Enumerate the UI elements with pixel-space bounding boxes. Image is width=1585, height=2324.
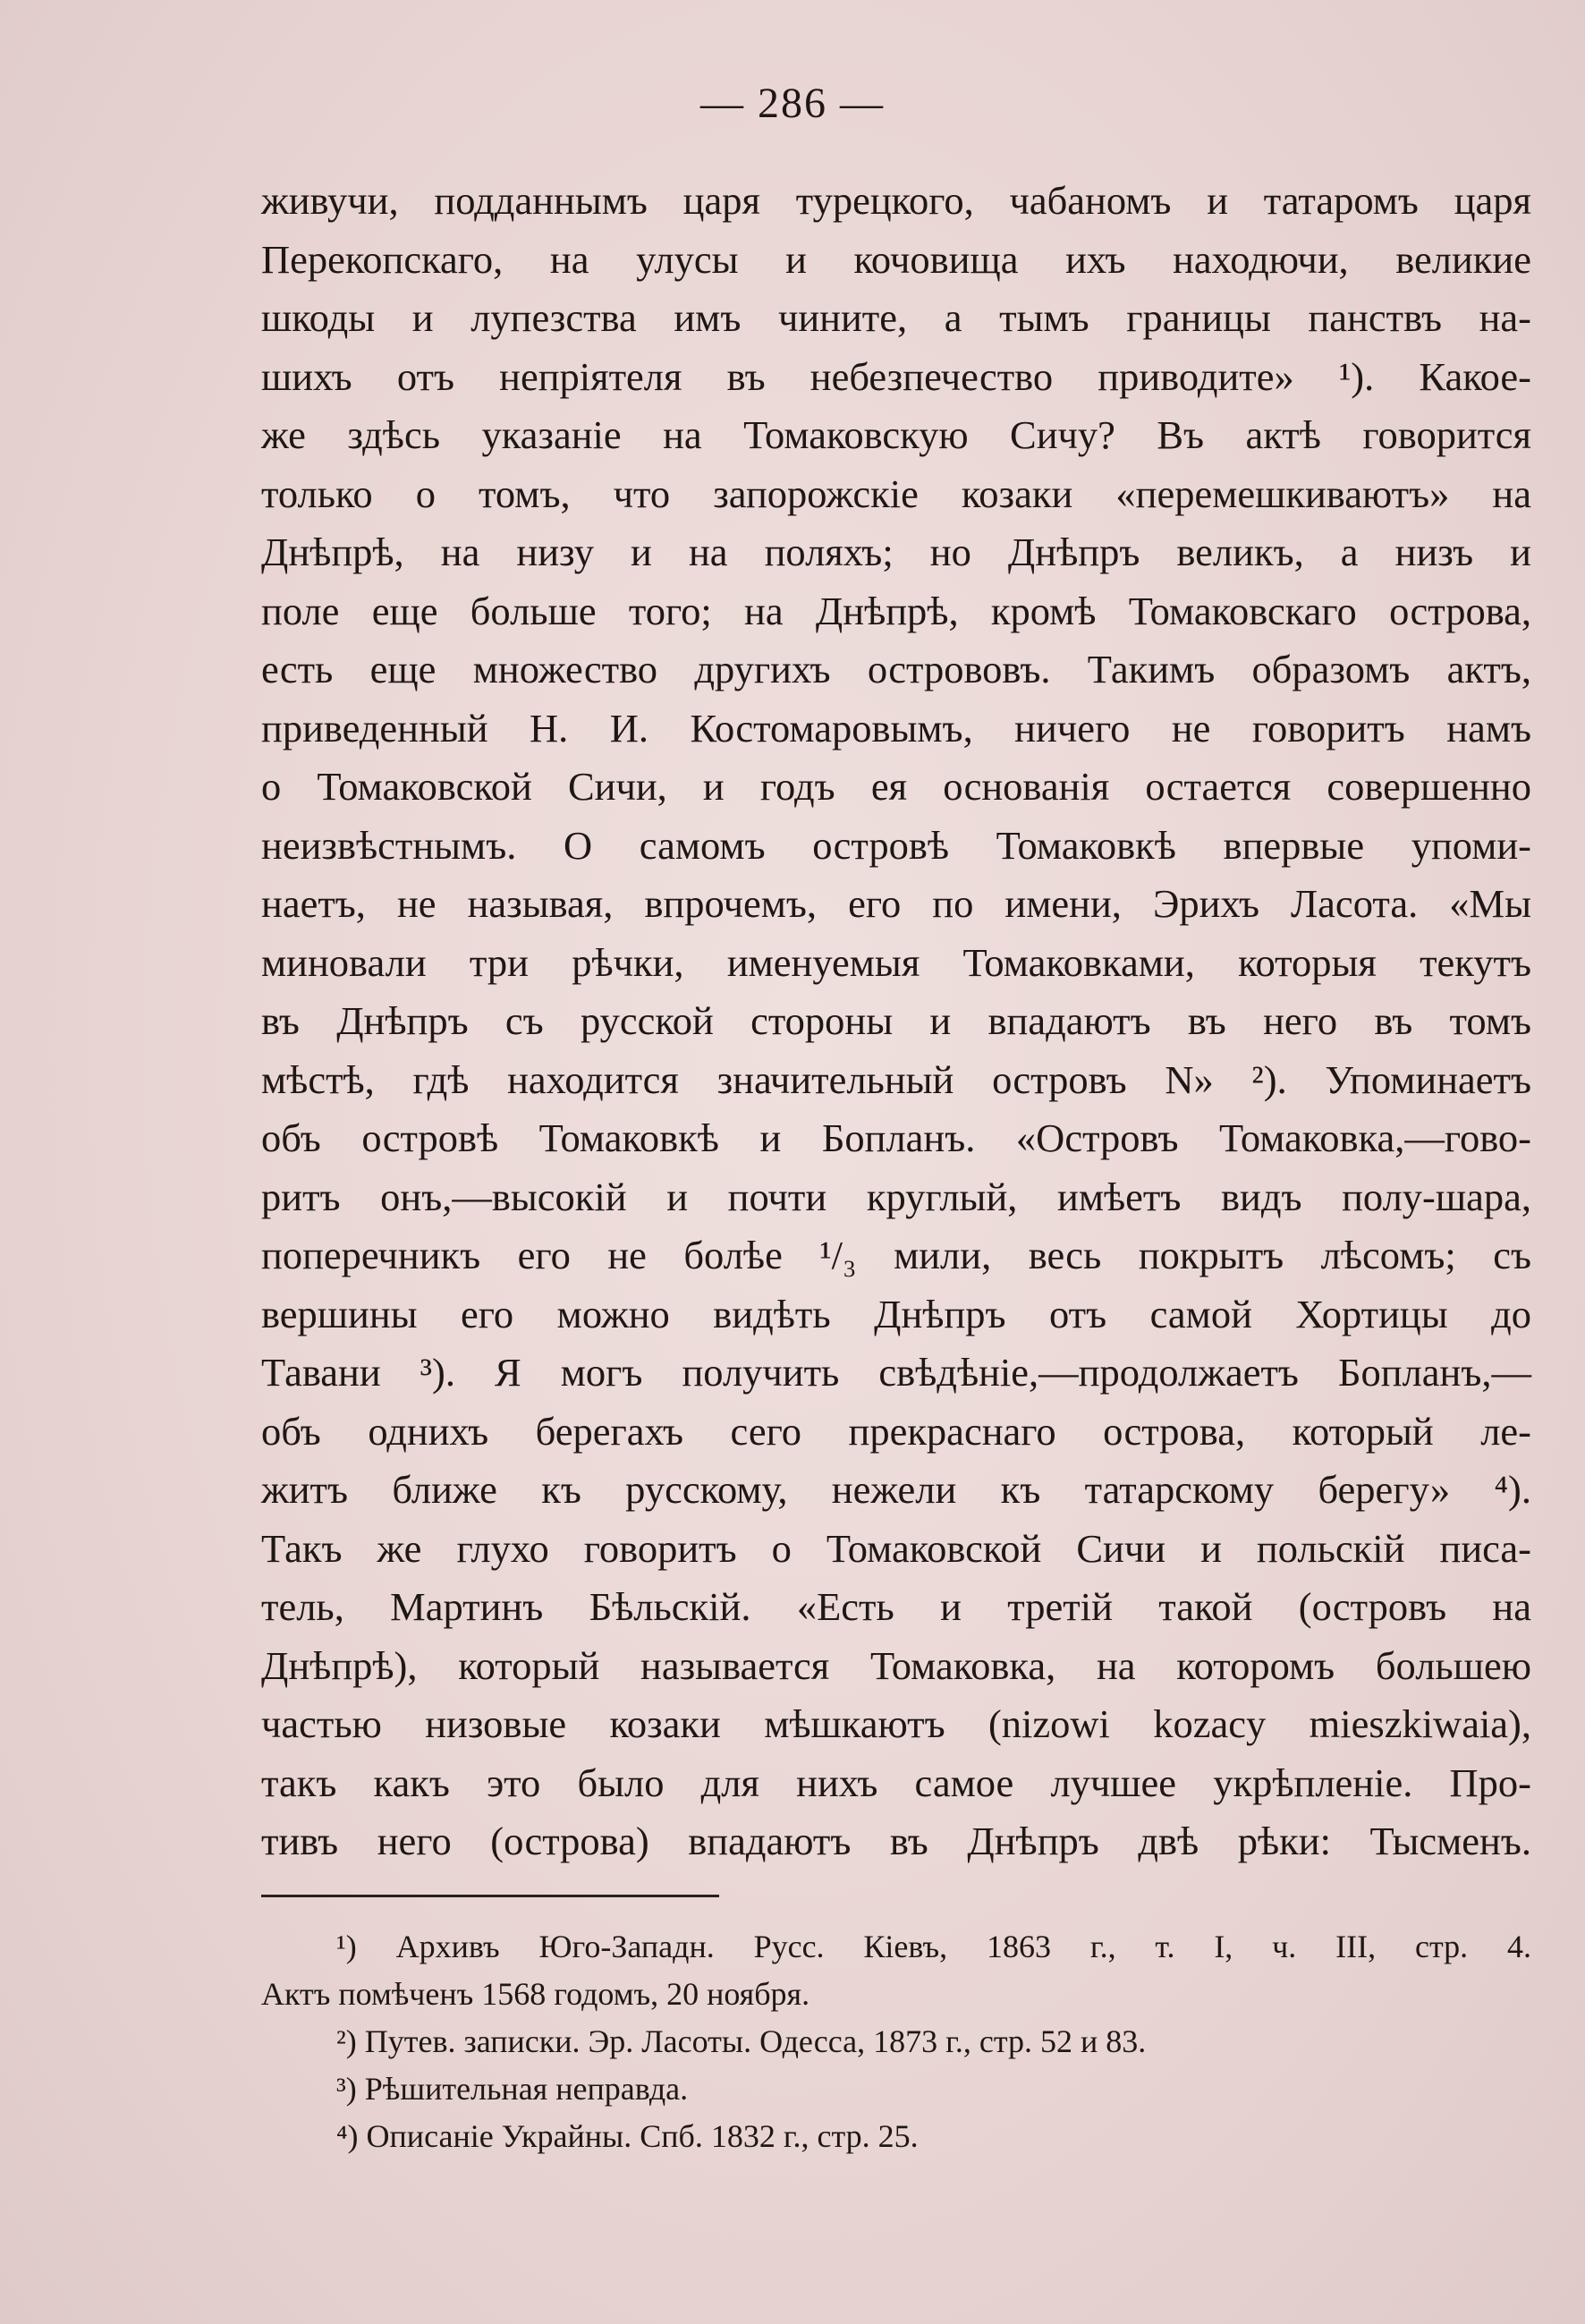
text-line: Днѣпрѣ, на низу и на поляхъ; но Днѣпръ великъ, а низъ и: [261, 530, 1531, 574]
text-line: Днѣпрѣ), который называется Томаковка, на которомъ большею: [261, 1642, 1531, 1688]
footnote-3: ³) Рѣшительная неправда.: [336, 2071, 689, 2107]
text-line: живучи, подданнымъ царя турецкого, чабаномъ и татаромъ царя: [261, 178, 1531, 223]
text-line: шкоды и лупезства имъ чините, а тымъ границы панствъ на-: [261, 295, 1531, 340]
text-line: о Томаковской Сичи, и годъ ея основанія остается совершенно: [261, 764, 1531, 809]
text-line: объ однихъ берегахъ сего прекраснаго острова, который ле-: [261, 1408, 1531, 1454]
body-text: [261, 172, 1531, 1871]
text-line: неизвѣстнымъ. О самомъ островѣ Томаковкѣ впервые упоми-: [261, 822, 1531, 868]
text-line: частью низовые козаки мѣшкаютъ (nizowi kozacy mieszkiwaia),: [261, 1701, 1531, 1746]
text-line: объ островѣ Томаковкѣ и Бопланъ. «Островъ Томаковка,—гово-: [261, 1115, 1531, 1160]
text-line: миновали три рѣчки, именуемыя Томаковками, которыя текутъ: [261, 939, 1531, 985]
footnote-1: ¹) Архивъ Юго-Западн. Русс. Кіевъ, 1863 г., т. І, ч. ІІІ, стр. 4.: [336, 1929, 1531, 1964]
text-line: же здѣсь указаніе на Томаковскую Сичу? Въ актѣ говорится: [261, 412, 1531, 457]
footnote-4: ⁴) Описаніе Украйны. Спб. 1832 г., стр. 25.: [336, 2118, 919, 2154]
text-line: тель, Мартинъ Бѣльскій. «Есть и третій такой (островъ на: [261, 1584, 1531, 1629]
page-number: — 286 —: [700, 80, 885, 127]
text-line: такъ какъ это было для нихъ самое лучшее укрѣпленіе. Про-: [261, 1760, 1531, 1805]
footnote-divider: [261, 1895, 719, 1897]
text-line: шихъ отъ непріятеля въ небезпечество приводите» ¹). Какое-: [261, 353, 1531, 399]
text-line: наетъ, не называя, впрочемъ, его по имени, Эрихъ Ласота. «Мы: [261, 881, 1531, 926]
text-line: поперечникъ его не болѣе ¹/₃ мили, весь покрытъ лѣсомъ; съ: [261, 1233, 1531, 1277]
text-line: есть еще множество другихъ острововъ. Такимъ образомъ актъ,: [261, 647, 1531, 691]
text-line: только о томъ, что запорожскіе козаки «перемешкиваютъ» на: [261, 471, 1531, 516]
text-line: вершины его можно видѣть Днѣпръ отъ самой Хортицы до: [261, 1291, 1531, 1336]
text-line: Тавани ³). Я могъ получить свѣдѣніе,—продолжаетъ Бопланъ,—: [261, 1350, 1531, 1395]
footnote-1-continued: Актъ помѣченъ 1568 годомъ, 20 ноября.: [261, 1976, 810, 2012]
text-line: житъ ближе къ русскому, нежели къ татарскому берегу» ⁴).: [261, 1467, 1531, 1512]
text-line: тивъ него (острова) впадаютъ въ Днѣпръ двѣ рѣки: Тысменъ.: [261, 1819, 1531, 1863]
footnotes: [261, 1923, 1531, 2160]
text-line: мѣстѣ, гдѣ находится значительный островъ N» ²). Упоминаетъ: [261, 1056, 1531, 1102]
text-line: ритъ онъ,—высокій и почти круглый, имѣетъ видъ полу-шара,: [261, 1174, 1531, 1219]
text-line: поле еще больше того; на Днѣпрѣ, кромѣ Томаковскаго острова,: [261, 588, 1531, 633]
text-line: въ Днѣпръ съ русской стороны и впадаютъ въ него въ томъ: [261, 998, 1531, 1043]
text-line: Перекопскаго, на улусы и кочовища ихъ находючи, великие: [261, 236, 1531, 282]
footnote-2: ²) Путев. записки. Эр. Ласоты. Одесса, 1873 г., стр. 52 и 83.: [336, 2023, 1147, 2059]
text-line: приведенный Н. И. Костомаровымъ, ничего не говоритъ намъ: [261, 705, 1531, 751]
text-line: Такъ же глухо говоритъ о Томаковской Сичи и польскій писа-: [261, 1525, 1531, 1571]
